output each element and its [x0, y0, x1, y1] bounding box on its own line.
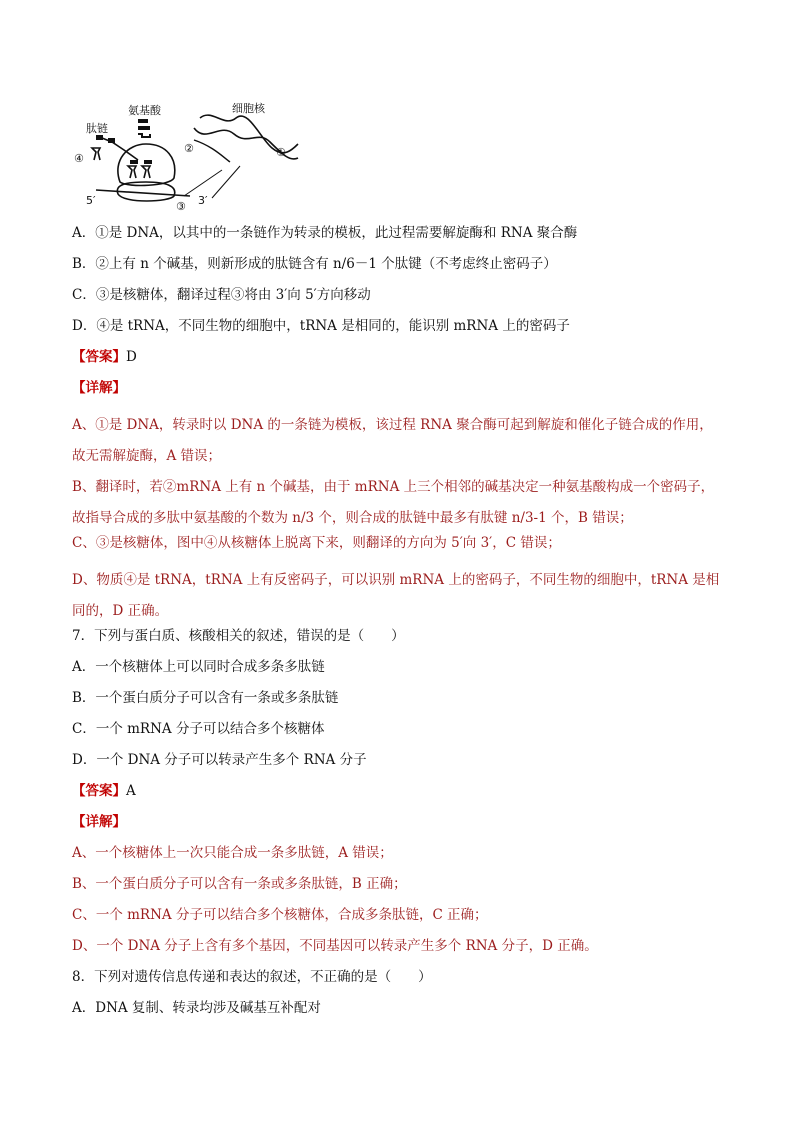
trna-shape-1 — [128, 166, 136, 178]
arrow-line-2 — [212, 166, 240, 198]
label-amino-acid: 氨基酸 — [128, 104, 161, 117]
amino-acid-3 — [138, 134, 150, 137]
trna-amino-1 — [130, 160, 138, 164]
q7-answer-line — [72, 782, 722, 813]
mrna-exit-strand — [194, 140, 230, 162]
q7-option-c: C．一个 mRNA 分子可以结合多个核糖体 — [72, 721, 325, 737]
peptide-bead-1 — [108, 138, 115, 143]
q6-option-b: B．②上有 n 个碱基，则新形成的肽链含有 n/6－1 个肽键（不考虑终止密码子） — [72, 256, 557, 272]
translation-diagram — [72, 100, 302, 218]
label-dna-1: ① — [276, 146, 286, 159]
label-nucleus: 细胞核 — [232, 102, 265, 115]
q7-detail-heading — [72, 813, 722, 844]
label-three-prime: 3′ — [198, 194, 208, 207]
amino-acid-1 — [138, 119, 148, 123]
label-trna-4: ④ — [74, 152, 84, 165]
q7-answer-value: A — [126, 783, 136, 799]
q6-answer-value: D — [126, 349, 137, 365]
label-mrna-2: ② — [184, 142, 194, 155]
q7-option-d: D．一个 DNA 分子可以转录产生多个 RNA 分子 — [72, 752, 367, 768]
q7-detail-c: C、一个 mRNA 分子可以结合多个核糖体，合成多条肽链，C 正确； — [72, 907, 488, 923]
amino-acid-2 — [138, 126, 150, 130]
label-five-prime: 5′ — [86, 194, 96, 207]
peptide-chain-line — [102, 138, 138, 160]
q6-detail-heading — [72, 379, 722, 410]
trna-amino-2 — [144, 160, 152, 164]
q6-detail-a: A、①是 DNA，转录时以 DNA 的一条链为模板，该过程 RNA 聚合酶可起到解旋和催化子链合成的作用，故无需解旋酶，A 错误； — [72, 417, 713, 464]
ribosome-large-subunit — [118, 144, 175, 185]
q8-option-a: A．DNA 复制、转录均涉及碱基互补配对 — [72, 1000, 321, 1016]
q7-detail-a: A、一个核糖体上一次只能合成一条多肽链，A 错误； — [72, 845, 393, 861]
q6-detail-d: D、物质④是 tRNA，tRNA 上有反密码子，可以识别 mRNA 上的密码子，不同生物的细胞中，tRNA 是相同的，D 正确。 — [72, 572, 720, 619]
q6-option-d: D．④是 tRNA，不同生物的细胞中，tRNA 是相同的，能识别 mRNA 上的密码子 — [72, 318, 570, 334]
q7-option-b: B．一个蛋白质分子可以含有一条或多条肽链 — [72, 690, 339, 706]
q7-detail-tag: 【详解】 — [72, 814, 126, 830]
q7-answer-tag: 【答案】 — [72, 783, 126, 799]
q6-detail-tag: 【详解】 — [72, 380, 126, 396]
q6-answer-tag: 【答案】 — [72, 349, 126, 365]
peptide-bead-2 — [96, 135, 103, 140]
label-ribosome-3: ③ — [176, 200, 186, 213]
q7-detail-b: B、一个蛋白质分子可以含有一条或多条肽链，B 正确； — [72, 876, 407, 892]
trna-shape-2 — [142, 166, 150, 178]
q6-option-c: C．③是核糖体，翻译过程③将由 3′向 5′方向移动 — [72, 287, 371, 303]
q6-option-a: A．①是 DNA，以其中的一条链作为转录的模板，此过程需要解旋酶和 RNA 聚合酶 — [72, 225, 578, 241]
mrna-line — [96, 190, 190, 196]
question-content — [72, 224, 722, 1030]
q6-detail-c: C、③是核糖体，图中④从核糖体上脱离下来，则翻译的方向为 5′向 3′，C 错误； — [72, 535, 561, 551]
released-trna — [92, 148, 100, 160]
arrow-line-1 — [184, 170, 222, 196]
translation-diagram-svg — [72, 100, 302, 218]
q7-option-a: A．一个核糖体上可以同时合成多条多肽链 — [72, 659, 325, 675]
q7-detail-d: D、一个 DNA 分子上含有多个基因，不同基因可以转录产生多个 RNA 分子，D 正确。 — [72, 938, 598, 954]
label-peptide: 肽链 — [86, 122, 108, 135]
q8-stem: 8．下列对遗传信息传递和表达的叙述，不正确的是（ ） — [72, 969, 432, 985]
q6-detail-b: B、翻译时，若②mRNA 上有 n 个碱基，由于 mRNA 上三个相邻的碱基决定一种氨基酸构成一个密码子，故指导合成的多肽中氨基酸的个数为 n/3 个，则合成的肽链中最多有肽键 n/3-1 个，B 错误； — [72, 479, 715, 526]
q6-answer-line — [72, 348, 722, 379]
q7-stem: 7．下列与蛋白质、核酸相关的叙述，错误的是（ ） — [72, 628, 405, 644]
